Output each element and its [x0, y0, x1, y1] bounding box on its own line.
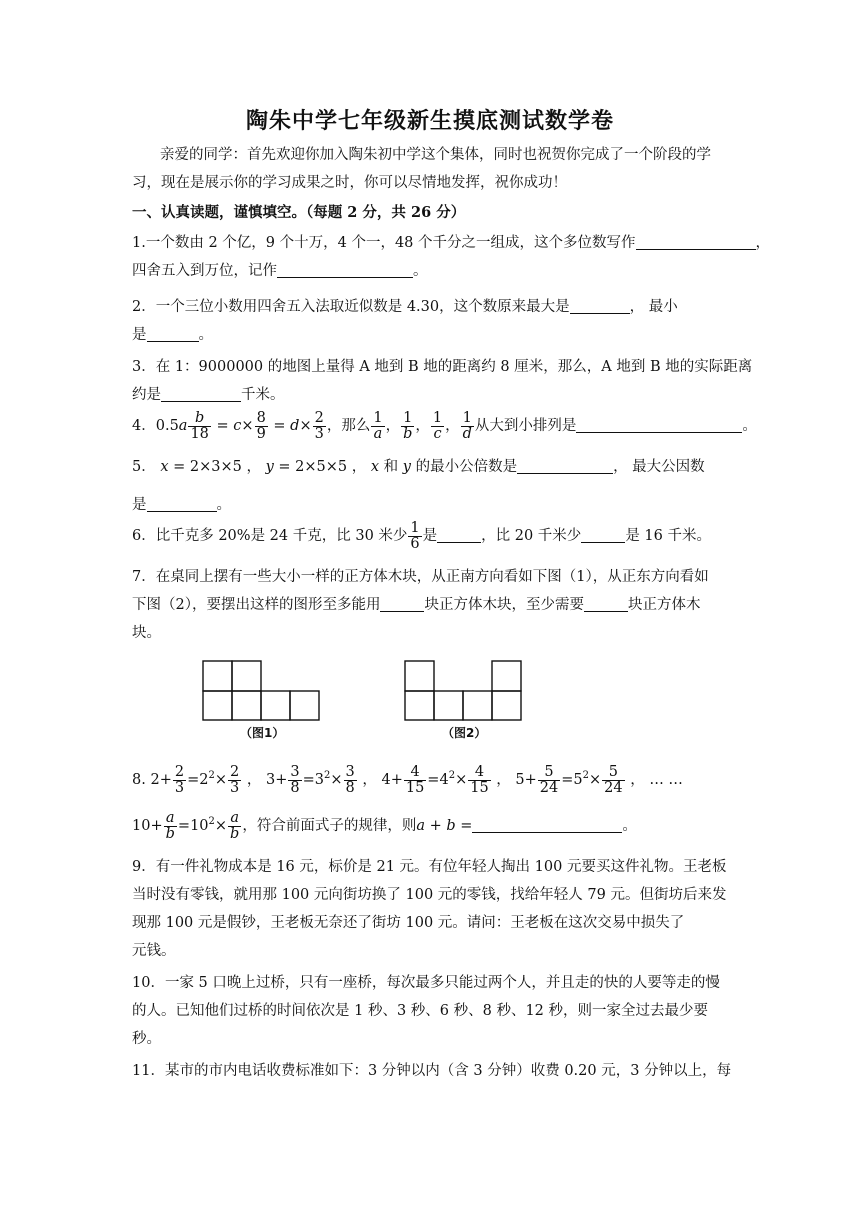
q8-end: 。: [622, 818, 637, 834]
q4-sep-2: ，: [415, 418, 430, 434]
q2-text-d: 。: [198, 327, 213, 343]
fig2-cube-top-right: [492, 661, 521, 691]
fig1-cube-bottom-4: [290, 691, 319, 720]
q6-text-b: 是: [422, 528, 438, 544]
figure-2-caption: （图2）: [442, 726, 487, 740]
q5-number: 5．: [132, 459, 156, 475]
question-4: [132, 406, 757, 446]
q4-recip-d: $\frac{1}{d}$: [462, 409, 472, 442]
q8-text-rule: ，符合前面式子的规律，则: [242, 818, 417, 834]
q3-blank[interactable]: [161, 385, 241, 402]
q1-text-d: 。: [413, 263, 428, 279]
q4-equals-2: =: [273, 418, 286, 434]
q5-var-y-2: y: [402, 459, 411, 475]
q5-var-x-2: x: [370, 459, 380, 475]
q1-text-a: 1.一个数由 2 个亿，9 个十万，4 个一，48 个千分之一组成，这个多位数写作: [132, 235, 636, 251]
fig2-cube-bottom-2: [434, 691, 463, 720]
fig2-cube-bottom-3: [463, 691, 492, 720]
q3-text-b: 约是: [132, 387, 161, 403]
question-5-line-2: [132, 494, 732, 516]
q2-text-b: ， 最小: [629, 299, 678, 315]
q8-expr-sum: a + b =: [416, 818, 473, 834]
question-10-line-1: 10．一家 5 口晚上过桥，只有一座桥，每次最多只能过两个人，并且走的快的人要等走的慢: [132, 975, 720, 991]
q3-text-c: 千米。: [241, 387, 285, 403]
q5-y-expr: = 2×5×5 ，: [273, 459, 367, 475]
question-8-line-1: [132, 760, 742, 800]
q6-text-c: ，比 20 千米少: [481, 528, 582, 544]
q2-text-c: 是: [132, 327, 147, 343]
q2-blank-2[interactable]: [147, 325, 199, 342]
fig1-cube-bottom-3: [261, 691, 290, 720]
q4-text-order: 从大到小排列是: [474, 418, 577, 434]
question-6: [132, 516, 732, 556]
q8-number: 8.: [132, 772, 146, 788]
question-9-line-4: 元钱。: [132, 943, 176, 959]
question-9-line-1: 9．有一件礼物成本是 16 元，标价是 21 元。有位年轻人掏出 100 元要买这件礼物。王老板: [132, 859, 727, 875]
q4-number: 4．: [132, 418, 156, 434]
fig2-cube-top-left: [405, 661, 434, 691]
q8-general-formula: 10+ $\frac{a}{b}$ $=10^2\times$ $\frac{a}{b}$: [132, 809, 240, 842]
q4-equals-1: =: [216, 418, 229, 434]
question-5-line-1: [132, 456, 732, 478]
q4-fraction-3: $\frac{2}{3}$: [314, 409, 324, 442]
q8-item-2: 3+ $\frac{3}{8}$ $=3^2\times$ $\frac{3}{8}$: [265, 763, 355, 796]
q4-recip-c: $\frac{1}{c}$: [432, 409, 443, 442]
q8-item-3: 4+ $\frac{4}{15}$ $=4^2\times$ $\frac{4}{15}$: [381, 763, 489, 796]
q6-text-a: 6．比千克多 20%是 24 千克，比 30 米少: [132, 528, 408, 544]
q4-var-c: c: [233, 418, 242, 434]
question-3-line-2: [132, 384, 732, 406]
q4-then: ，那么: [326, 418, 371, 434]
question-2-line-2: [132, 324, 732, 346]
q4-blank[interactable]: [576, 416, 742, 433]
q5-text-is: 是: [132, 497, 147, 513]
intro-line-1: 亲爱的同学：首先欢迎你加入陶朱初中学这个集体，同时也祝贺你完成了一个阶段的学: [160, 147, 711, 163]
q5-x-expr: = 2×3×5 ，: [168, 459, 261, 475]
q8-item-4: 5+ $\frac{5}{24}$ $=5^2\times$ $\frac{5}{24}$: [515, 763, 623, 796]
q5-var-y: y: [265, 459, 274, 475]
question-1-line-2: [132, 260, 732, 282]
q1-blank-2[interactable]: [277, 261, 413, 278]
q1-blank-1[interactable]: [636, 233, 756, 250]
q4-sep-1: ，: [385, 418, 401, 434]
q6-text-d: 是 16 千米。: [625, 528, 711, 544]
q4-recip-a: $\frac{1}{a}$: [373, 409, 383, 442]
q7-blank-2[interactable]: [584, 595, 628, 612]
question-10-line-3: 秒。: [132, 1031, 161, 1047]
q8-sep-1: ，: [246, 772, 262, 788]
q5-text-gcd: ， 最大公因数: [613, 459, 705, 475]
fig1-cube-bottom-2: [232, 691, 261, 720]
q4-times-1: ×: [241, 418, 254, 434]
q6-blank-1[interactable]: [437, 526, 481, 543]
q5-and: 和: [383, 459, 399, 475]
intro-line-2: 习，现在是展示你的学习成果之时，你可以尽情地发挥，祝你成功！: [132, 175, 567, 191]
question-9-line-3: 现那 100 元是假钞，王老板无奈还了街坊 100 元。请问：王老板在这次交易中损失了: [132, 915, 685, 931]
q4-coef: 0.5: [155, 418, 179, 434]
q5-text-lcm: 的最小公倍数是: [415, 459, 518, 475]
q8-sep-3: ，: [496, 772, 511, 788]
q8-blank[interactable]: [472, 816, 622, 833]
q1-text-c: 四舍五入到万位，记作: [132, 263, 277, 279]
q6-blank-2[interactable]: [581, 526, 625, 543]
fig1-cube-top-1: [203, 661, 232, 691]
q1-text-b: ，: [755, 235, 771, 251]
fig2-cube-bottom-4: [492, 691, 521, 720]
q8-ellipsis: … …: [649, 772, 683, 788]
q5-end: 。: [216, 497, 231, 513]
question-11-line-1: 11．某市的市内电话收费标准如下：3 分钟以内（含 3 分钟）收费 0.20 元，3 分钟以上，每: [132, 1063, 732, 1079]
q8-sep-4: ，: [630, 772, 645, 788]
page-title: 陶朱中学七年级新生摸底测试数学卷: [245, 108, 614, 134]
question-10-line-2: 的人。已知他们过桥的时间依次是 1 秒、3 秒、6 秒、8 秒、12 秒，则一家全过去最少要: [132, 1003, 709, 1019]
q4-fraction-2: $\frac{8}{9}$: [256, 409, 266, 442]
q5-blank-2[interactable]: [147, 495, 217, 512]
q2-text-a: 2．一个三位小数用四舍五入法取近似数是 4.30，这个数原来最大是: [132, 299, 570, 315]
figure-1: [202, 660, 320, 722]
q4-times-2: ×: [299, 418, 312, 434]
q4-end: 。: [742, 418, 757, 434]
q7-text-b: 下图（2），要摆出这样的图形至多能用: [132, 597, 381, 613]
question-8-line-2: [132, 806, 732, 846]
q7-text-d: 块正方体木: [627, 597, 701, 613]
q5-var-x: x: [160, 459, 169, 475]
fig2-cube-bottom-1: [405, 691, 434, 720]
question-7-line-1: 7．在桌同上摆有一些大小一样的正方体木块，从正南方向看如下图（1），从正东方向看如: [132, 569, 709, 585]
q2-blank-1[interactable]: [570, 297, 630, 314]
figure-2: [404, 660, 522, 722]
figure-1-caption: （图1）: [240, 726, 285, 740]
question-9-line-2: 当时没有零钱，就用那 100 元向街坊换了 100 元的零钱，找给年轻人 79 元。但街坊后来发: [132, 887, 727, 903]
question-7-line-2: [132, 594, 732, 616]
q8-sep-2: ，: [362, 772, 377, 788]
q4-var-a: a: [178, 418, 188, 434]
question-1-line-1: [132, 232, 771, 254]
q7-text-c: 块正方体木块，至少需要: [424, 597, 584, 613]
fig1-cube-top-2: [232, 661, 261, 691]
q7-blank-1[interactable]: [380, 595, 424, 612]
q6-fraction: $\frac{1}{6}$: [410, 519, 420, 552]
q4-recip-b: $\frac{1}{b}$: [403, 409, 413, 442]
q4-sep-3: ，: [445, 418, 460, 434]
q5-blank-1[interactable]: [517, 457, 613, 474]
question-7-line-3: 块。: [132, 625, 161, 641]
q4-fraction-1: $\frac{b}{18}$: [190, 409, 209, 442]
question-3-line-1: 3．在 1：9000000 的地图上量得 A 地到 B 地的距离约 8 厘米，那么，A 地到 B 地的实际距离: [132, 359, 753, 375]
q8-item-1: 2+ $\frac{2}{3}$ $=2^2\times$ $\frac{2}{3}$: [150, 763, 240, 796]
q4-var-d: d: [290, 418, 300, 434]
question-2-line-1: [132, 296, 732, 318]
fig1-cube-bottom-1: [203, 691, 232, 720]
section-heading: 一、认真读题，谨慎填空。（每题 2 分，共 26 分）: [132, 204, 466, 221]
